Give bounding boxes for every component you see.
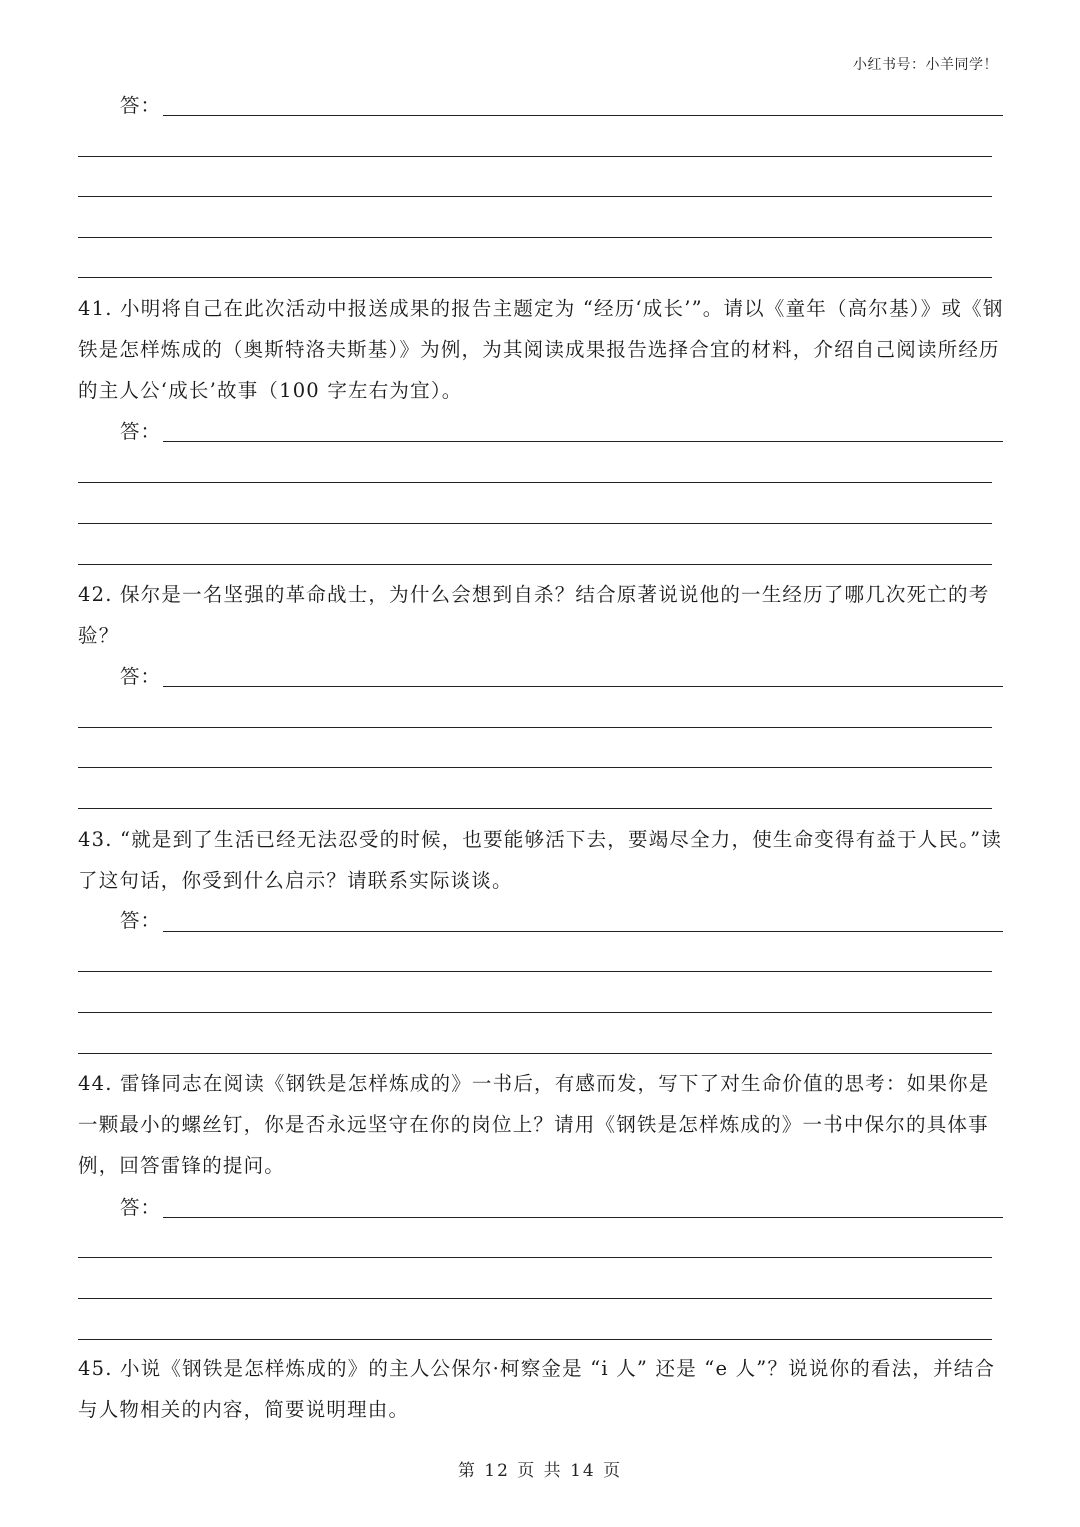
answer-line[interactable]: [78, 1012, 992, 1013]
answer-line[interactable]: [78, 237, 992, 238]
answer-line[interactable]: [78, 1053, 992, 1054]
answer-line[interactable]: [78, 1339, 992, 1340]
answer-line[interactable]: [78, 196, 992, 197]
answer-line[interactable]: [78, 1298, 992, 1299]
question-42: [78, 574, 1008, 656]
answer-line[interactable]: [78, 971, 992, 972]
question-43: [78, 819, 1008, 901]
question-number: 43.: [78, 828, 113, 851]
answer-label: 答：: [120, 665, 162, 688]
answer-line[interactable]: [78, 808, 992, 809]
answer-line[interactable]: [78, 482, 992, 483]
answer-line[interactable]: [163, 1217, 1003, 1218]
question-45: [78, 1348, 1008, 1430]
answer-label: 答：: [120, 420, 162, 443]
answer-line[interactable]: [78, 523, 992, 524]
answer-line[interactable]: [78, 156, 992, 157]
answer-line[interactable]: [163, 931, 1003, 932]
question-41: [78, 288, 1008, 411]
question-text: 小明将自己在此次活动中报送成果的报告主题定为 “经历‘成长’”。请以《童年（高尔基）》或《钢铁是怎样炼成的（奥斯特洛夫斯基）》为例，为其阅读成果报告选择合宜的材料，介绍自己阅读所经历的主人公‘成长’故事（100 字左右为宜）。: [78, 297, 1004, 402]
watermark-text: 小红书号：小羊同学！: [853, 57, 998, 73]
page-number: 第 12 页 共 14 页: [457, 1461, 623, 1481]
question-number: 41.: [78, 297, 113, 320]
question-number: 42.: [78, 583, 113, 606]
question-44: [78, 1063, 1008, 1186]
question-text: “就是到了生活已经无法忍受的时候，也要能够活下去，要竭尽全力，使生命变得有益于人民。”读了这句话，你受到什么启示？请联系实际谈谈。: [78, 828, 1003, 892]
answer-line[interactable]: [78, 564, 992, 565]
answer-label: 答：: [120, 1196, 162, 1219]
answer-line[interactable]: [78, 277, 992, 278]
question-number: 45.: [78, 1357, 113, 1380]
answer-line[interactable]: [78, 767, 992, 768]
answer-line[interactable]: [78, 727, 992, 728]
answer-line[interactable]: [163, 441, 1003, 442]
question-number: 44.: [78, 1072, 113, 1095]
answer-label: 答：: [120, 94, 162, 117]
question-text: 小说《钢铁是怎样炼成的》的主人公保尔·柯察金是 “i 人” 还是 “e 人”？说说你的看法，并结合与人物相关的内容，简要说明理由。: [78, 1357, 996, 1421]
answer-line[interactable]: [78, 1257, 992, 1258]
answer-label: 答：: [120, 909, 162, 932]
question-text: 保尔是一名坚强的革命战士，为什么会想到自杀？结合原著说说他的一生经历了哪几次死亡的考验？: [78, 583, 990, 647]
answer-line[interactable]: [163, 686, 1003, 687]
answer-line[interactable]: [163, 115, 1003, 116]
question-text: 雷锋同志在阅读《钢铁是怎样炼成的》一书后，有感而发，写下了对生命价值的思考：如果你是一颗最小的螺丝钉，你是否永远坚守在你的岗位上？请用《钢铁是怎样炼成的》一书中保尔的具体事例，回答雷锋的提问。: [78, 1072, 990, 1177]
